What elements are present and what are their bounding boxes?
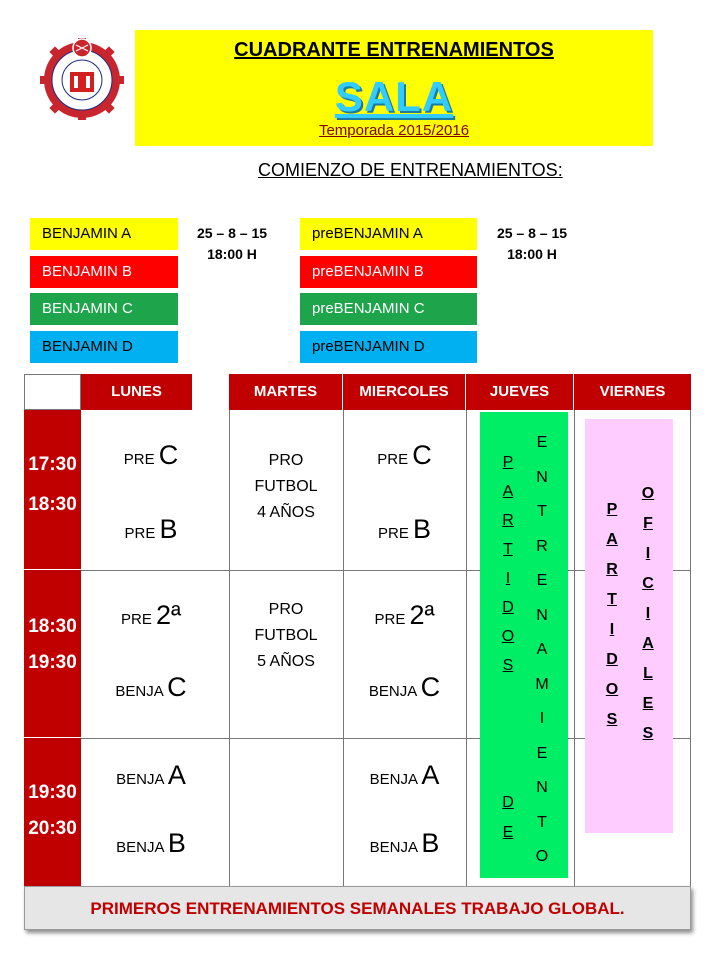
- time-slot-2-end: 19:30: [28, 652, 77, 673]
- page-title: CUADRANTE ENTRENAMIENTOS: [234, 39, 554, 61]
- category-benjamin-a: BENJAMIN A: [30, 218, 178, 250]
- vertical-letter: D: [502, 599, 514, 616]
- table-corner: [24, 374, 81, 410]
- lunes-slot-3-bottom: BENJA B: [116, 828, 186, 858]
- time-slot-3-end: 20:30: [28, 818, 77, 839]
- miercoles-slot-3-top: BENJA A: [369, 760, 440, 790]
- vertical-letter: E: [502, 824, 514, 841]
- category-prebenjamin-d: preBENJAMIN D: [300, 331, 477, 363]
- vertical-letter: T: [537, 813, 547, 831]
- miercoles-slot-2-top: PRE 2ª: [374, 600, 435, 630]
- start-date-left: [186, 223, 278, 265]
- miercoles-slot-2-bottom: BENJA C: [368, 672, 441, 702]
- vertical-letter: N: [536, 468, 548, 486]
- header-miercoles: MIERCOLES: [343, 374, 466, 410]
- time-slot-1: [24, 410, 81, 570]
- vertical-letter: N: [536, 606, 548, 624]
- vertical-letter: R: [502, 512, 514, 529]
- grid-line: [690, 410, 691, 930]
- vertical-letter: P: [606, 501, 618, 518]
- sala-title: SALA: [334, 73, 454, 120]
- lunes-slot-1-bottom: PRE B: [124, 514, 178, 544]
- season-label: Temporada 2015/2016: [318, 122, 470, 139]
- vertical-letter: F: [643, 515, 653, 532]
- category-prebenjamin-a: preBENJAMIN A: [300, 218, 477, 250]
- category-benjamin-c: BENJAMIN C: [30, 293, 178, 325]
- header-martes: MARTES: [229, 374, 343, 410]
- vertical-letter: O: [605, 681, 619, 698]
- club-logo: [40, 36, 124, 120]
- vertical-letter: A: [536, 641, 548, 658]
- start-date-right-time: 18:00 H: [507, 246, 557, 262]
- vertical-letter: N: [536, 779, 548, 796]
- lunes-slot-3-top: BENJA A: [116, 760, 186, 790]
- time-slot-2-start: 18:30: [28, 616, 77, 637]
- jueves-partidos-entrenamiento: [480, 412, 568, 878]
- time-slot-1-end: 18:30: [28, 494, 77, 515]
- vertical-letter: D: [502, 794, 514, 811]
- vertical-letter: I: [645, 605, 651, 622]
- start-date-left-time: 18:00 H: [207, 246, 257, 262]
- vertical-letter: O: [535, 848, 549, 865]
- vertical-letter: R: [606, 561, 618, 578]
- start-date-right-date: 25 – 8 – 15: [496, 225, 568, 241]
- entrenamiento-word: [532, 426, 552, 875]
- miercoles-slot-1-top: PRE C: [377, 440, 432, 470]
- header-banner: [135, 30, 653, 146]
- vertical-letter: T: [607, 591, 617, 608]
- vertical-letter: P: [502, 454, 514, 471]
- viernes-partidos-oficiales: [585, 419, 673, 833]
- martes-slot-2: PRO FUTBOL 5 AÑOS: [254, 601, 318, 670]
- start-date-right: [486, 223, 578, 265]
- vertical-letter: L: [643, 665, 653, 682]
- start-subtitle: COMIENZO DE ENTRENAMIENTOS:: [258, 160, 563, 180]
- vertical-letter: A: [502, 483, 514, 500]
- miercoles-slot-1-bottom: PRE B: [377, 514, 432, 544]
- vertical-letter: S: [502, 657, 514, 674]
- vertical-letter: M: [535, 675, 549, 693]
- vertical-letter: I: [645, 545, 651, 562]
- vertical-letter: T: [537, 503, 547, 520]
- vertical-letter: A: [606, 531, 618, 548]
- time-slot-2: [24, 570, 81, 738]
- vertical-letter: A: [642, 635, 654, 652]
- vertical-letter: T: [503, 541, 513, 558]
- vertical-letter: R: [536, 537, 548, 555]
- grid-line: [466, 410, 467, 930]
- vertical-letter: I: [505, 570, 511, 587]
- footer-note: PRIMEROS ENTRENAMIENTOS SEMANALES TRABAJO GLOBAL.: [24, 886, 691, 930]
- martes-slot-1: PRO FUTBOL 4 AÑOS: [254, 452, 318, 521]
- vertical-letter: D: [606, 651, 618, 668]
- header-viernes: VIERNES: [574, 374, 691, 410]
- vertical-letter: E: [536, 744, 548, 762]
- start-date-left-date: 25 – 8 – 15: [196, 225, 268, 241]
- partidos-word: [498, 448, 518, 680]
- vertical-letter: E: [536, 434, 548, 451]
- header-lunes: LUNES: [81, 374, 193, 410]
- category-benjamin-d: BENJAMIN D: [30, 331, 178, 363]
- vertical-letter: C: [642, 575, 654, 592]
- vertical-letter: O: [641, 485, 655, 502]
- vertical-letter: I: [609, 621, 615, 638]
- category-prebenjamin-b: preBENJAMIN B: [300, 256, 477, 288]
- category-benjamin-b: BENJAMIN B: [30, 256, 178, 288]
- lunes-slot-1-top: PRE C: [123, 440, 179, 470]
- category-prebenjamin-c: preBENJAMIN C: [300, 293, 477, 325]
- grid-line: [574, 410, 575, 930]
- time-slot-3-start: 19:30: [28, 782, 77, 803]
- header-jueves: JUEVES: [466, 374, 574, 410]
- lunes-slot-2-bottom: BENJA C: [115, 672, 187, 702]
- de-word: [498, 788, 518, 848]
- vertical-letter: O: [501, 628, 515, 645]
- vertical-letter: S: [606, 711, 618, 728]
- miercoles-slot-3-bottom: BENJA B: [369, 828, 440, 858]
- oficiales-word: [637, 479, 659, 749]
- vertical-letter: E: [642, 695, 654, 712]
- lunes-slot-2-top: PRE 2ª: [120, 600, 182, 630]
- time-slot-1-start: 17:30: [28, 454, 77, 475]
- vertical-letter: I: [539, 710, 545, 727]
- vertical-letter: E: [536, 572, 548, 589]
- partidos-oficiales-word: [601, 495, 623, 735]
- vertical-letter: S: [642, 725, 654, 742]
